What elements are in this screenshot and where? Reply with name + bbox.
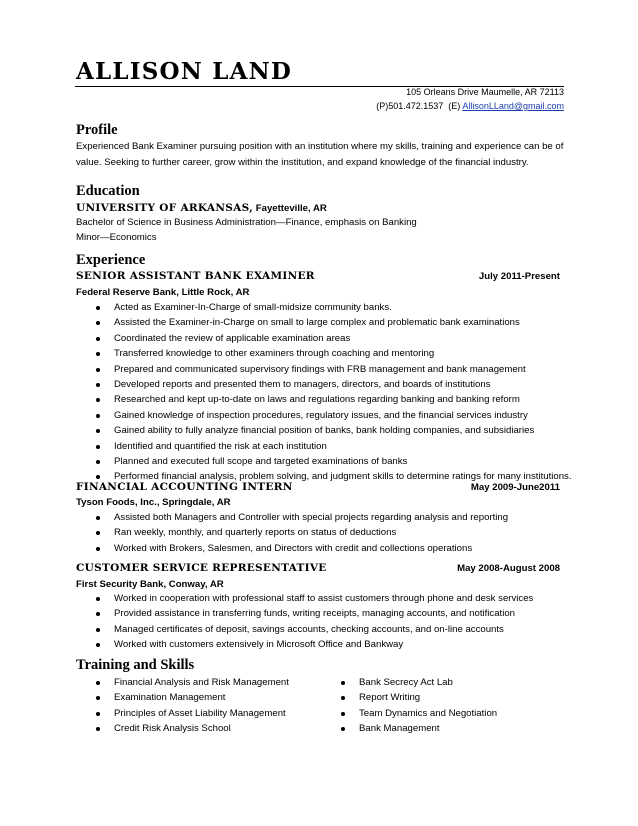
list-item: Researched and kept up-to-date on laws and regulations regarding banking and banking reform — [96, 392, 572, 407]
list-item: Financial Analysis and Risk Management — [96, 675, 289, 690]
job-dates: May 2009-June2011 — [470, 482, 560, 493]
bullet-icon — [96, 681, 100, 685]
list-item: Developed reports and presented them to managers, directors, and boards of institutions — [96, 377, 572, 392]
bullet-icon — [96, 337, 100, 341]
job-header — [76, 562, 560, 578]
bullet-icon — [96, 414, 100, 418]
list-item: Worked in cooperation with professional staff to assist customers through phone and desk services — [96, 591, 533, 606]
list-item: Bank Management — [341, 721, 497, 736]
phone: (P)501.472.1537 — [376, 101, 444, 111]
bullet-icon — [96, 429, 100, 433]
job-title: CUSTOMER SERVICE REPRESENTATIVE — [76, 562, 327, 574]
bullet-icon — [96, 460, 100, 464]
list-item: Coordinated the review of applicable examination areas — [96, 331, 572, 346]
job-title: FINANCIAL ACCOUNTING INTERN — [76, 481, 293, 493]
job-bullet-list — [96, 591, 533, 653]
school-location: Fayetteville, AR — [255, 203, 327, 214]
bullet-icon — [341, 681, 345, 685]
contact-block — [376, 85, 564, 113]
job-header — [76, 270, 560, 286]
experience-heading: Experience — [76, 252, 146, 268]
bullet-icon — [96, 547, 100, 551]
bullet-icon — [341, 712, 345, 716]
phone-email-line — [376, 99, 564, 113]
list-item: Acted as Examiner-In-Charge of small-midsize community banks. — [96, 300, 572, 315]
job-bullet-list — [96, 300, 572, 485]
email-label: (E) — [448, 101, 461, 111]
profile-heading: Profile — [76, 122, 118, 138]
minor: Minor—Economics — [76, 232, 157, 243]
bullet-icon — [96, 628, 100, 632]
candidate-name: ALLISON LAND — [76, 58, 293, 85]
skills-heading: Training and Skills — [76, 657, 195, 673]
list-item: Assisted both Managers and Controller with special projects regarding analysis and reporting — [96, 510, 508, 525]
list-item: Bank Secrecy Act Lab — [341, 675, 497, 690]
job-organization: Federal Reserve Bank, Little Rock, AR — [76, 287, 250, 298]
bullet-icon — [96, 696, 100, 700]
bullet-icon — [96, 306, 100, 310]
bullet-icon — [96, 475, 100, 479]
school-name: UNIVERSITY OF ARKANSAS, — [76, 202, 254, 214]
skills-list-right — [341, 675, 497, 737]
job-bullet-list — [96, 510, 508, 556]
list-item: Principles of Asset Liability Management — [96, 706, 289, 721]
list-item: Planned and executed full scope and targeted examinations of banks — [96, 454, 572, 469]
list-item: Examination Management — [96, 690, 289, 705]
bullet-icon — [96, 643, 100, 647]
bullet-icon — [96, 612, 100, 616]
list-item: Ran weekly, monthly, and quarterly reports on status of deductions — [96, 525, 508, 540]
bullet-icon — [96, 368, 100, 372]
email-link[interactable]: AllisonLLand@gmail.com — [462, 101, 564, 111]
bullet-icon — [96, 352, 100, 356]
list-item: Team Dynamics and Negotiation — [341, 706, 497, 721]
job-title: SENIOR ASSISTANT BANK EXAMINER — [76, 270, 315, 282]
job-organization: Tyson Foods, Inc., Springdale, AR — [76, 497, 231, 508]
education-heading: Education — [76, 183, 140, 199]
list-item: Credit Risk Analysis School — [96, 721, 289, 736]
bullet-icon — [96, 712, 100, 716]
list-item: Prepared and communicated supervisory findings with FRB management and bank management — [96, 362, 572, 377]
list-item: Report Writing — [341, 690, 497, 705]
list-item: Identified and quantified the risk at each institution — [96, 439, 572, 454]
bullet-icon — [96, 516, 100, 520]
bullet-icon — [96, 445, 100, 449]
job-dates: July 2011-Present — [478, 271, 560, 282]
bullet-icon — [96, 727, 100, 731]
bullet-icon — [341, 696, 345, 700]
list-item: Assisted the Examiner-in-Charge on small to large complex and problematic bank examinations — [96, 315, 572, 330]
list-item: Provided assistance in transferring funds, writing receipts, managing accounts, and notification — [96, 606, 533, 621]
list-item: Worked with customers extensively in Microsoft Office and Bankway — [96, 637, 533, 652]
list-item: Transferred knowledge to other examiners through coaching and mentoring — [96, 346, 572, 361]
address: 105 Orleans Drive Maumelle, AR 72113 — [406, 87, 564, 97]
bullet-icon — [96, 321, 100, 325]
list-item: Gained knowledge of inspection procedures, regulatory issues, and the financial services industry — [96, 408, 572, 423]
list-item: Performed financial analysis, problem solving, and judgment skills to determine ratings for many institutions. — [96, 469, 572, 484]
job-organization: First Security Bank, Conway, AR — [76, 579, 224, 590]
bullet-icon — [96, 383, 100, 387]
bullet-icon — [96, 597, 100, 601]
list-item: Managed certificates of deposit, savings accounts, checking accounts, and on-line accounts — [96, 622, 533, 637]
skills-list-left — [96, 675, 289, 737]
profile-text: Experienced Bank Examiner pursuing position with an institution where my skills, training and experience can be of value. Seeking to further career, grow within the institution, and expand knowledge of the financial industry. — [76, 141, 564, 168]
degree: Bachelor of Science in Business Administration—Finance, emphasis on Banking — [76, 217, 417, 228]
list-item: Worked with Brokers, Salesmen, and Directors with credit and collections operations — [96, 541, 508, 556]
job-dates: May 2008-August 2008 — [457, 563, 560, 574]
bullet-icon — [96, 531, 100, 535]
list-item: Gained ability to fully analyze financial position of banks, bank holding companies, and subsidiaries — [96, 423, 572, 438]
bullet-icon — [96, 398, 100, 402]
bullet-icon — [341, 727, 345, 731]
